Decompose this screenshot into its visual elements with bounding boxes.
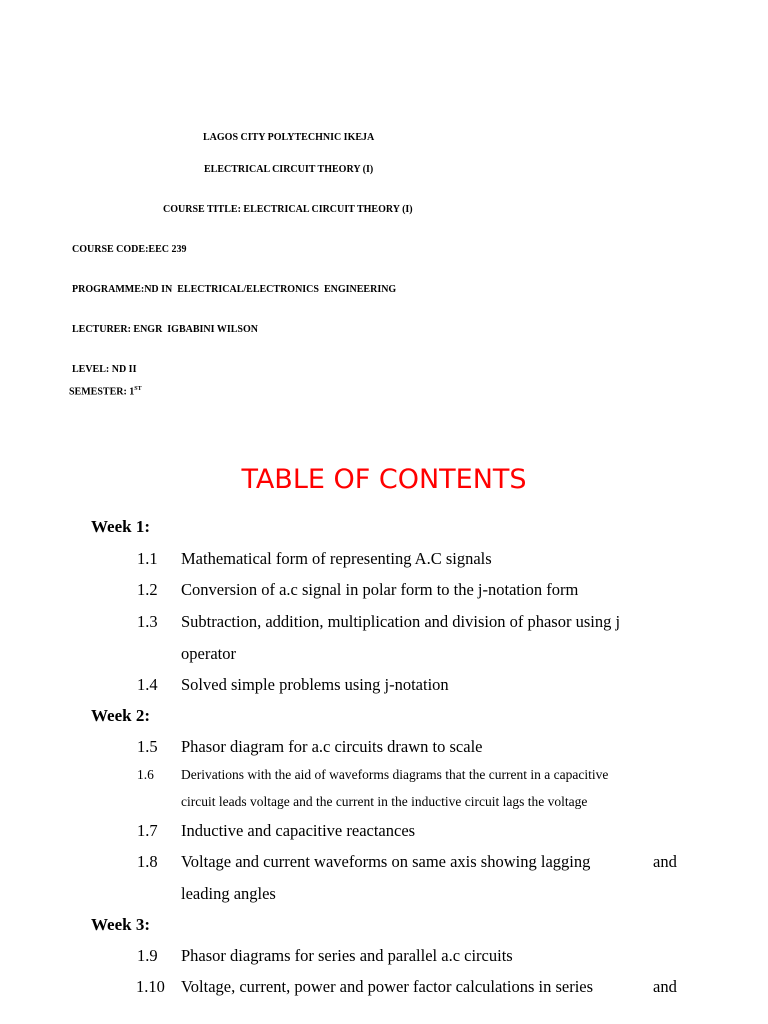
semester-superscript: ST — [134, 386, 142, 392]
week-3-heading: Week 3: — [91, 915, 151, 934]
semester — [69, 386, 142, 397]
toc-item-text: Phasor diagram for a.c circuits drawn to scale — [181, 737, 483, 756]
toc-item-text: Voltage and current waveforms on same axis showing lagging — [181, 852, 591, 871]
toc-item-number: 1.10 — [136, 977, 165, 996]
toc-item-text: Mathematical form of representing A.C signals — [181, 549, 492, 568]
toc-item-trailing-word: and — [653, 852, 677, 871]
toc-item-number: 1.3 — [137, 612, 158, 631]
toc-item-number: 1.8 — [137, 852, 158, 871]
toc-item-text-continued: operator — [181, 644, 236, 663]
toc-item-number: 1.4 — [137, 675, 158, 694]
course-title: COURSE TITLE: ELECTRICAL CIRCUIT THEORY (I) — [163, 204, 413, 215]
institution-name: LAGOS CITY POLYTECHNIC IKEJA — [203, 132, 375, 143]
toc-title: TABLE OF CONTENTS — [241, 464, 527, 495]
toc-item-number: 1.2 — [137, 580, 158, 599]
toc-item-text-continued: circuit leads voltage and the current in the inductive circuit lags the voltage — [181, 794, 588, 809]
toc-item-text: Conversion of a.c signal in polar form to the j-notation form — [181, 580, 579, 599]
course-code: COURSE CODE:EEC 239 — [72, 244, 187, 255]
toc-item-text: Derivations with the aid of waveforms diagrams that the current in a capacitive — [181, 767, 609, 782]
toc-item-number: 1.1 — [137, 549, 158, 568]
week-1-heading: Week 1: — [91, 517, 151, 536]
toc-item-text: Phasor diagrams for series and parallel a.c circuits — [181, 946, 513, 965]
toc-item-trailing-word: and — [653, 977, 677, 996]
lecturer: LECTURER: ENGR IGBABINI WILSON — [72, 324, 258, 335]
programme: PROGRAMME:ND IN ELECTRICAL/ELECTRONICS ENGINEERING — [72, 284, 397, 295]
toc-item-number: 1.6 — [137, 767, 154, 782]
toc-item-number: 1.7 — [137, 821, 158, 840]
semester-label: SEMESTER: 1 — [69, 386, 135, 398]
toc-item-number: 1.5 — [137, 737, 158, 756]
toc-item-text: Inductive and capacitive reactances — [181, 821, 416, 840]
toc-item-text: Subtraction, addition, multiplication and division of phasor using j — [181, 612, 621, 631]
course-heading: ELECTRICAL CIRCUIT THEORY (I) — [204, 164, 374, 175]
toc-item-text: Solved simple problems using j-notation — [181, 675, 449, 694]
toc-item-text-continued: leading angles — [181, 884, 276, 903]
toc-item-text: Voltage, current, power and power factor calculations in series — [181, 977, 594, 996]
week-2-heading: Week 2: — [91, 706, 151, 725]
level: LEVEL: ND II — [72, 364, 137, 375]
toc-item-number: 1.9 — [137, 946, 158, 965]
